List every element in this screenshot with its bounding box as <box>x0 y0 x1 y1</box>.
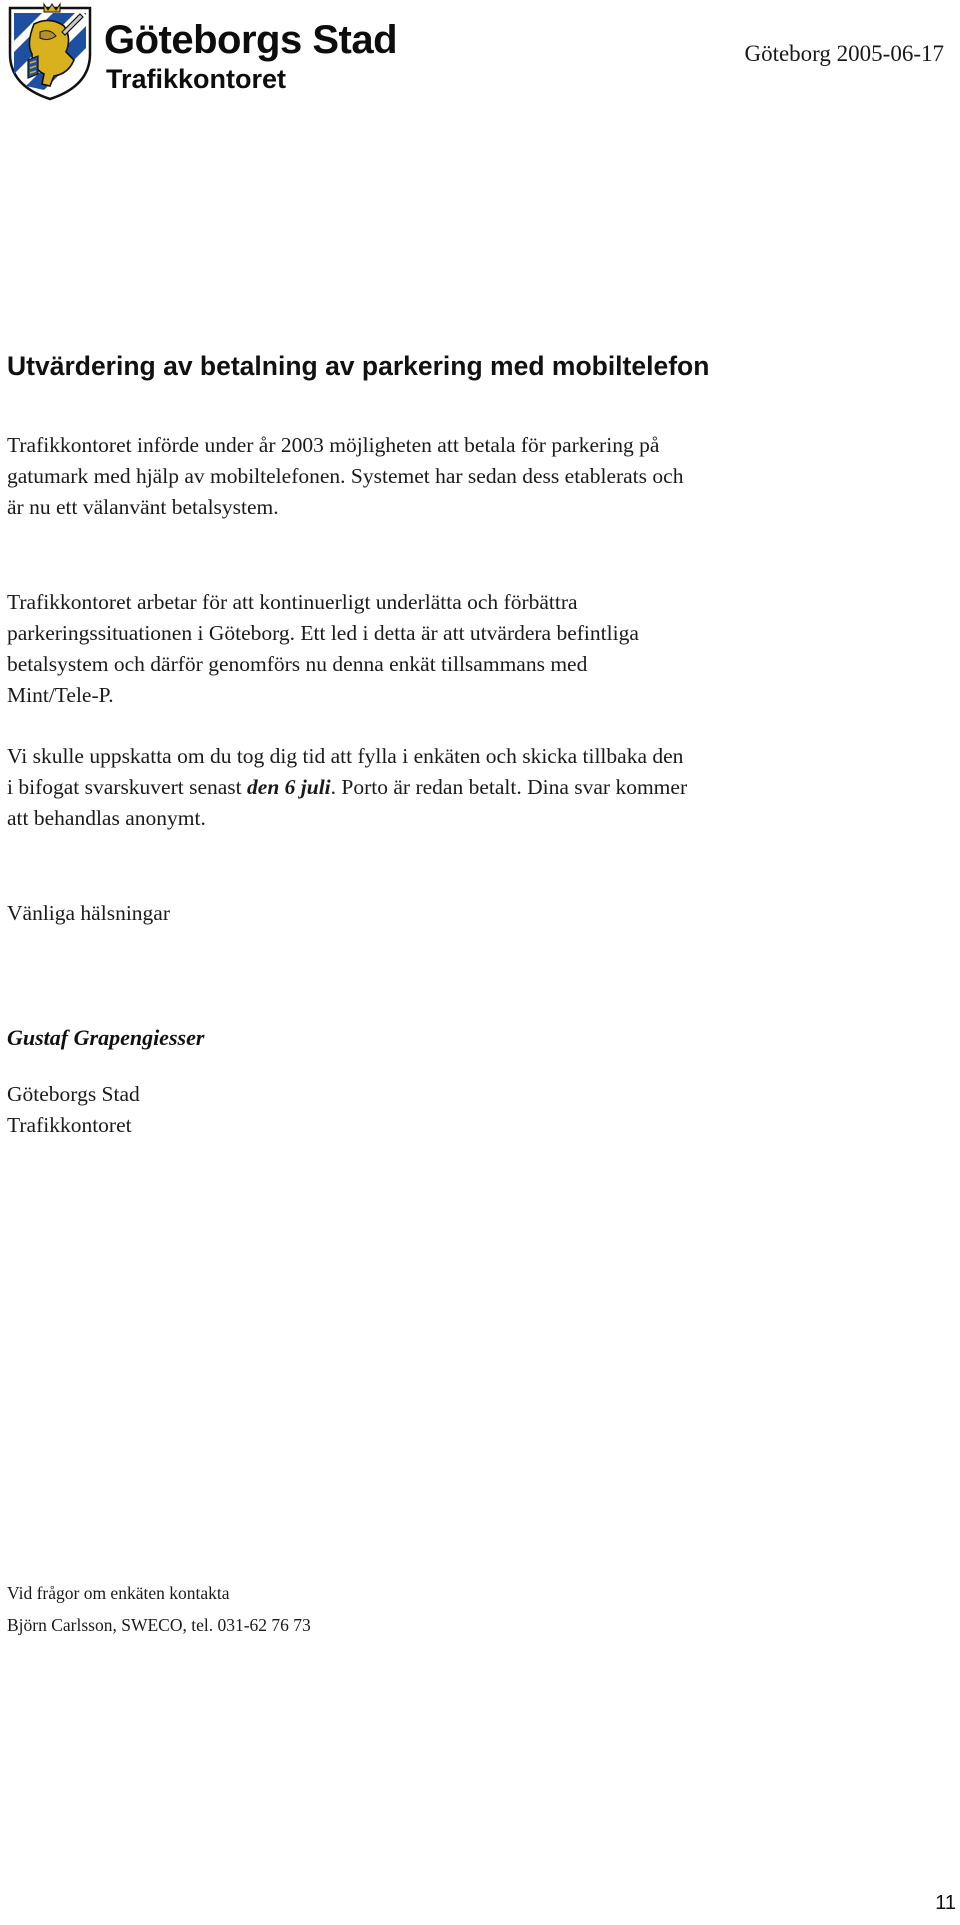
signature-name: Gustaf Grapengiesser <box>7 1025 205 1050</box>
page-number: 11 <box>935 1892 956 1914</box>
paragraph-line: Vi skulle uppskatta om du tog dig tid att fylla i enkäten och skicka tillbaka den <box>7 744 684 768</box>
paragraph-line <box>7 772 843 803</box>
paragraph-line: gatumark med hjälp av mobiltelefonen. Systemet har sedan dess etablerats och <box>7 464 684 488</box>
paragraph-line: Trafikkontoret arbetar för att kontinuerligt underlätta och förbättra <box>7 590 578 614</box>
signature-department: Trafikkontoret <box>7 1113 132 1137</box>
paragraph-line: parkeringssituationen i Göteborg. Ett led i detta är att utvärdera befintliga <box>7 621 639 645</box>
paragraph-purpose <box>7 587 843 711</box>
paragraph-line: att behandlas anonymt. <box>7 806 206 830</box>
paragraph-text: . Porto är redan betalt. Dina svar kommer <box>330 775 688 799</box>
paragraph-text: i bifogat svarskuvert senast <box>7 775 248 799</box>
signature-organization <box>7 1079 843 1141</box>
contact-details: Björn Carlsson, SWECO, tel. 031-62 76 73 <box>7 1615 311 1635</box>
contact-info <box>7 1577 311 1641</box>
document-date: Göteborg 2005-06-17 <box>744 41 944 66</box>
closing-greeting: Vänliga hälsningar <box>7 901 170 925</box>
paragraph-line: betalsystem och därför genomförs nu denna enkät tillsammans med <box>7 652 588 676</box>
document-title: Utvärdering av betalning av parkering med mobiltelefon <box>7 351 710 381</box>
org-name: Göteborgs Stad <box>104 18 398 62</box>
department-name: Trafikkontoret <box>106 64 287 94</box>
paragraph-introduction <box>7 430 843 523</box>
paragraph-request <box>7 741 843 834</box>
contact-label: Vid frågor om enkäten kontakta <box>7 1583 230 1603</box>
deadline-date: den 6 juli <box>247 775 331 799</box>
signature-org-name: Göteborgs Stad <box>7 1082 140 1106</box>
letterhead <box>4 2 956 102</box>
paragraph-line: är nu ett välanvänt betalsystem. <box>7 495 279 519</box>
paragraph-line: Mint/Tele-P. <box>7 683 114 707</box>
paragraph-line: Trafikkontoret införde under år 2003 möjligheten att betala för parkering på <box>7 433 660 457</box>
gothenburg-coat-of-arms-icon <box>4 2 96 102</box>
